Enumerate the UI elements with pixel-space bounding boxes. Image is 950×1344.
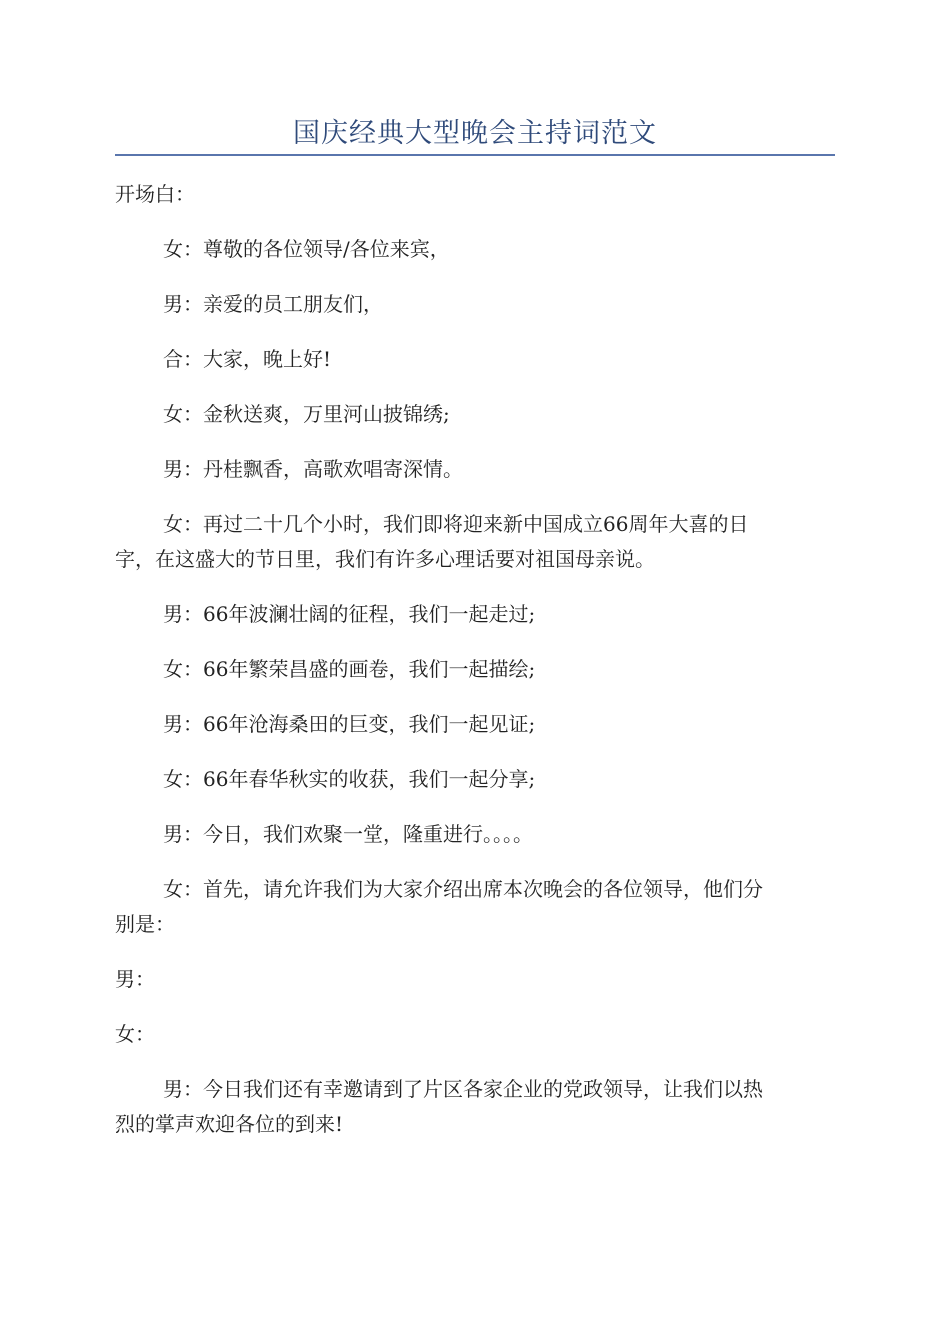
opening-heading: 开场白： [115,182,195,206]
script-line: 男：今日，我们欢聚一堂，隆重进行。。。。 [163,822,533,846]
script-line: 男：66年波澜壮阔的征程，我们一起走过; [163,602,536,626]
script-line: 男：亲爱的员工朋友们， [163,292,383,316]
script-line: 女： [115,1022,155,1046]
document-title: 国庆经典大型晚会主持词范文 [293,118,657,149]
script-line: 女：首先，请允许我们为大家介绍出席本次晚会的各位领导，他们分 [163,877,763,901]
script-line: 男：66年沧海桑田的巨变，我们一起见证; [163,712,536,736]
script-line: 女：66年繁荣昌盛的画卷，我们一起描绘; [163,657,536,681]
script-line: 合：大家，晚上好! [163,347,332,371]
script-line: 男： [115,967,155,991]
script-line: 男：丹桂飘香，高歌欢唱寄深情。 [163,457,463,481]
script-line: 男：今日我们还有幸邀请到了片区各家企业的党政领导，让我们以热 [163,1077,763,1101]
script-line-continued: 烈的掌声欢迎各位的到来! [115,1112,344,1136]
script-line: 女：66年春华秋实的收获，我们一起分享; [163,767,536,791]
script-line: 女：尊敬的各位领导/各位来宾， [163,237,450,261]
title-divider [115,154,835,156]
script-line-continued: 别是： [115,912,175,936]
script-line: 女：再过二十几个小时，我们即将迎来新中国成立66周年大喜的日 [163,512,749,536]
script-line-continued: 字，在这盛大的节日里，我们有许多心理话要对祖国母亲说。 [115,547,655,571]
script-line: 女：金秋送爽，万里河山披锦绣; [163,402,450,426]
